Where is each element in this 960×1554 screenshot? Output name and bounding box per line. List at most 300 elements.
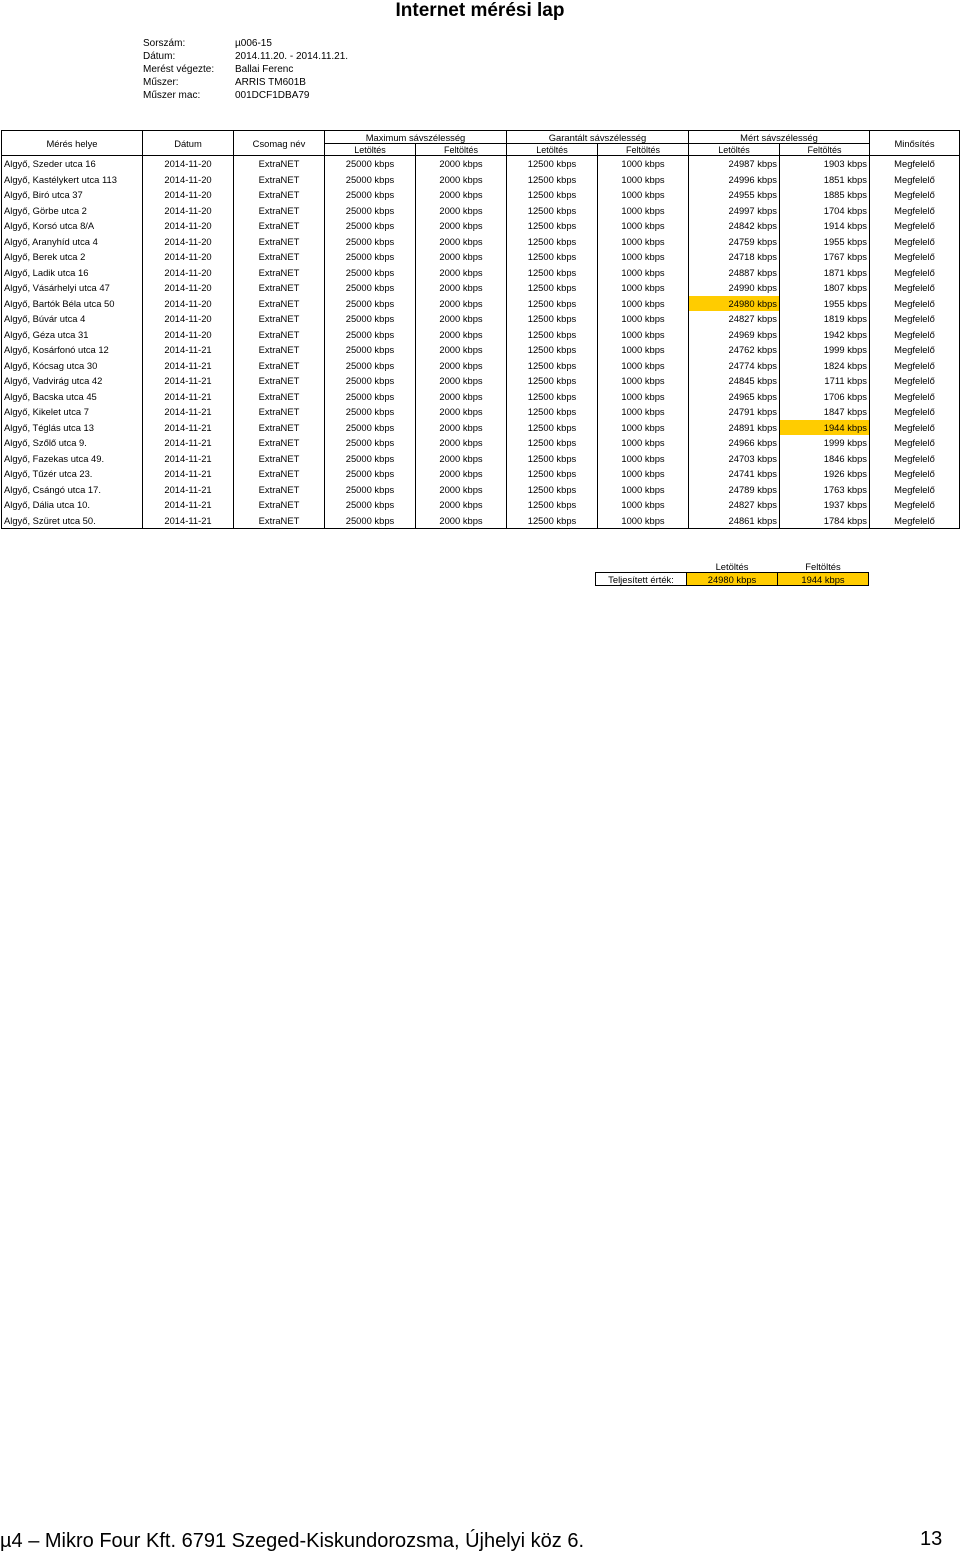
cell-max-up: 2000 kbps bbox=[416, 327, 507, 343]
col-header-package: Csomag név bbox=[234, 131, 325, 156]
cell-max-up: 2000 kbps bbox=[416, 187, 507, 203]
cell-place: Algyő, Szőlő utca 9. bbox=[2, 435, 143, 451]
cell-measured-down: 24987 kbps bbox=[689, 156, 780, 172]
table-row bbox=[2, 513, 960, 529]
cell-package: ExtraNET bbox=[234, 249, 325, 265]
meta-row-date bbox=[143, 50, 348, 63]
cell-max-up: 2000 kbps bbox=[416, 513, 507, 529]
cell-date: 2014-11-21 bbox=[143, 389, 234, 405]
cell-guaranteed-up: 1000 kbps bbox=[598, 389, 689, 405]
cell-max-up: 2000 kbps bbox=[416, 172, 507, 188]
cell-package: ExtraNET bbox=[234, 497, 325, 513]
cell-place: Algyő, Csángó utca 17. bbox=[2, 482, 143, 498]
cell-package: ExtraNET bbox=[234, 234, 325, 250]
cell-max-down: 25000 kbps bbox=[325, 451, 416, 467]
cell-guaranteed-down: 12500 kbps bbox=[507, 389, 598, 405]
cell-rating: Megfelelő bbox=[870, 420, 960, 436]
cell-max-up: 2000 kbps bbox=[416, 404, 507, 420]
cell-guaranteed-down: 12500 kbps bbox=[507, 156, 598, 172]
cell-package: ExtraNET bbox=[234, 218, 325, 234]
cell-max-down: 25000 kbps bbox=[325, 327, 416, 343]
table-row bbox=[2, 373, 960, 389]
cell-package: ExtraNET bbox=[234, 172, 325, 188]
meta-value: µ006-15 bbox=[235, 38, 272, 49]
table-row bbox=[2, 358, 960, 374]
cell-measured-up: 1763 kbps bbox=[780, 482, 870, 498]
meta-value: 001DCF1DBA79 bbox=[235, 90, 310, 101]
cell-measured-down: 24997 kbps bbox=[689, 203, 780, 219]
cell-package: ExtraNET bbox=[234, 451, 325, 467]
cell-rating: Megfelelő bbox=[870, 172, 960, 188]
measurement-meta bbox=[143, 37, 348, 102]
summary-download-label: Letöltés bbox=[715, 561, 749, 572]
cell-package: ExtraNET bbox=[234, 389, 325, 405]
cell-measured-down: 24762 kbps bbox=[689, 342, 780, 358]
cell-package: ExtraNET bbox=[234, 404, 325, 420]
cell-guaranteed-up: 1000 kbps bbox=[598, 466, 689, 482]
summary-table bbox=[595, 561, 869, 586]
cell-measured-down: 24791 kbps bbox=[689, 404, 780, 420]
cell-date: 2014-11-21 bbox=[143, 342, 234, 358]
table-row bbox=[2, 404, 960, 420]
table-row bbox=[2, 482, 960, 498]
cell-place: Algyő, Bartók Béla utca 50 bbox=[2, 296, 143, 312]
cell-measured-up: 1955 kbps bbox=[780, 234, 870, 250]
table-row bbox=[2, 296, 960, 312]
cell-place: Algyő, Kikelet utca 7 bbox=[2, 404, 143, 420]
cell-measured-down: 24966 kbps bbox=[689, 435, 780, 451]
measurement-table bbox=[1, 130, 960, 529]
cell-guaranteed-down: 12500 kbps bbox=[507, 218, 598, 234]
cell-guaranteed-down: 12500 kbps bbox=[507, 327, 598, 343]
cell-package: ExtraNET bbox=[234, 265, 325, 281]
cell-guaranteed-up: 1000 kbps bbox=[598, 296, 689, 312]
cell-measured-down: 24774 kbps bbox=[689, 358, 780, 374]
cell-guaranteed-up: 1000 kbps bbox=[598, 497, 689, 513]
cell-rating: Megfelelő bbox=[870, 497, 960, 513]
cell-rating: Megfelelő bbox=[870, 404, 960, 420]
cell-date: 2014-11-20 bbox=[143, 311, 234, 327]
cell-measured-up: 1926 kbps bbox=[780, 466, 870, 482]
cell-guaranteed-down: 12500 kbps bbox=[507, 296, 598, 312]
cell-max-down: 25000 kbps bbox=[325, 435, 416, 451]
col-header-max-bandwidth: Maximum sávszélesség bbox=[325, 131, 507, 144]
cell-guaranteed-down: 12500 kbps bbox=[507, 466, 598, 482]
col-header-rating: Minősítés bbox=[870, 131, 960, 156]
summary-upload-label: Feltöltés bbox=[805, 561, 841, 572]
cell-measured-down: 24980 kbps bbox=[689, 296, 780, 312]
cell-package: ExtraNET bbox=[234, 466, 325, 482]
meta-label: Dátum: bbox=[143, 51, 176, 62]
cell-measured-down: 24990 kbps bbox=[689, 280, 780, 296]
cell-place: Algyő, Korsó utca 8/A bbox=[2, 218, 143, 234]
cell-max-up: 2000 kbps bbox=[416, 482, 507, 498]
cell-package: ExtraNET bbox=[234, 203, 325, 219]
cell-rating: Megfelelő bbox=[870, 265, 960, 281]
table-row bbox=[2, 451, 960, 467]
cell-max-up: 2000 kbps bbox=[416, 342, 507, 358]
cell-guaranteed-down: 12500 kbps bbox=[507, 404, 598, 420]
cell-measured-down: 24887 kbps bbox=[689, 265, 780, 281]
summary-download-value: 24980 kbps bbox=[687, 573, 778, 586]
table-row bbox=[2, 420, 960, 436]
cell-max-up: 2000 kbps bbox=[416, 234, 507, 250]
cell-place: Algyő, Görbe utca 2 bbox=[2, 203, 143, 219]
cell-guaranteed-up: 1000 kbps bbox=[598, 249, 689, 265]
cell-guaranteed-up: 1000 kbps bbox=[598, 280, 689, 296]
table-row bbox=[2, 280, 960, 296]
cell-rating: Megfelelő bbox=[870, 342, 960, 358]
cell-place: Algyő, Ladik utca 16 bbox=[2, 265, 143, 281]
cell-guaranteed-down: 12500 kbps bbox=[507, 311, 598, 327]
cell-measured-down: 24827 kbps bbox=[689, 311, 780, 327]
cell-date: 2014-11-20 bbox=[143, 265, 234, 281]
table-row bbox=[2, 435, 960, 451]
cell-guaranteed-down: 12500 kbps bbox=[507, 482, 598, 498]
summary-value-row bbox=[596, 573, 869, 586]
cell-measured-up: 1871 kbps bbox=[780, 265, 870, 281]
cell-measured-down: 24845 kbps bbox=[689, 373, 780, 389]
summary-spacer bbox=[596, 561, 687, 573]
cell-guaranteed-up: 1000 kbps bbox=[598, 342, 689, 358]
cell-place: Algyő, Vásárhelyi utca 47 bbox=[2, 280, 143, 296]
cell-max-down: 25000 kbps bbox=[325, 265, 416, 281]
cell-package: ExtraNET bbox=[234, 482, 325, 498]
cell-place: Algyő, Kastélykert utca 113 bbox=[2, 172, 143, 188]
cell-date: 2014-11-20 bbox=[143, 172, 234, 188]
table-row bbox=[2, 218, 960, 234]
cell-max-up: 2000 kbps bbox=[416, 311, 507, 327]
cell-guaranteed-down: 12500 kbps bbox=[507, 435, 598, 451]
cell-guaranteed-up: 1000 kbps bbox=[598, 172, 689, 188]
cell-measured-up: 1903 kbps bbox=[780, 156, 870, 172]
cell-guaranteed-up: 1000 kbps bbox=[598, 187, 689, 203]
cell-max-down: 25000 kbps bbox=[325, 249, 416, 265]
cell-guaranteed-down: 12500 kbps bbox=[507, 203, 598, 219]
cell-date: 2014-11-21 bbox=[143, 482, 234, 498]
cell-guaranteed-up: 1000 kbps bbox=[598, 358, 689, 374]
cell-guaranteed-down: 12500 kbps bbox=[507, 249, 598, 265]
cell-max-up: 2000 kbps bbox=[416, 420, 507, 436]
col-header-guaranteed-bandwidth: Garantált sávszélesség bbox=[507, 131, 689, 144]
table-row bbox=[2, 234, 960, 250]
cell-max-up: 2000 kbps bbox=[416, 156, 507, 172]
cell-place: Algyő, Tűzér utca 23. bbox=[2, 466, 143, 482]
col-header-download: Letöltés bbox=[689, 144, 780, 156]
cell-guaranteed-down: 12500 kbps bbox=[507, 265, 598, 281]
cell-package: ExtraNET bbox=[234, 342, 325, 358]
cell-date: 2014-11-20 bbox=[143, 156, 234, 172]
cell-max-up: 2000 kbps bbox=[416, 296, 507, 312]
cell-date: 2014-11-20 bbox=[143, 218, 234, 234]
cell-measured-down: 24703 kbps bbox=[689, 451, 780, 467]
cell-max-up: 2000 kbps bbox=[416, 451, 507, 467]
cell-max-down: 25000 kbps bbox=[325, 466, 416, 482]
cell-measured-up: 1819 kbps bbox=[780, 311, 870, 327]
cell-max-up: 2000 kbps bbox=[416, 497, 507, 513]
cell-place: Algyő, Kosárfonó utca 12 bbox=[2, 342, 143, 358]
cell-place: Algyő, Berek utca 2 bbox=[2, 249, 143, 265]
cell-guaranteed-up: 1000 kbps bbox=[598, 327, 689, 343]
cell-max-down: 25000 kbps bbox=[325, 311, 416, 327]
cell-package: ExtraNET bbox=[234, 311, 325, 327]
cell-rating: Megfelelő bbox=[870, 187, 960, 203]
cell-measured-up: 1706 kbps bbox=[780, 389, 870, 405]
cell-package: ExtraNET bbox=[234, 373, 325, 389]
cell-rating: Megfelelő bbox=[870, 513, 960, 529]
col-header-download: Letöltés bbox=[507, 144, 598, 156]
cell-guaranteed-up: 1000 kbps bbox=[598, 156, 689, 172]
cell-rating: Megfelelő bbox=[870, 234, 960, 250]
cell-max-up: 2000 kbps bbox=[416, 280, 507, 296]
cell-max-down: 25000 kbps bbox=[325, 218, 416, 234]
cell-package: ExtraNET bbox=[234, 280, 325, 296]
cell-package: ExtraNET bbox=[234, 156, 325, 172]
cell-guaranteed-up: 1000 kbps bbox=[598, 265, 689, 281]
cell-date: 2014-11-21 bbox=[143, 435, 234, 451]
cell-rating: Megfelelő bbox=[870, 451, 960, 467]
meta-row-instrument bbox=[143, 76, 348, 89]
cell-place: Algyő, Biró utca 37 bbox=[2, 187, 143, 203]
cell-place: Algyő, Szeder utca 16 bbox=[2, 156, 143, 172]
cell-guaranteed-up: 1000 kbps bbox=[598, 435, 689, 451]
meta-label: Műszer: bbox=[143, 77, 179, 88]
cell-package: ExtraNET bbox=[234, 513, 325, 529]
cell-date: 2014-11-21 bbox=[143, 513, 234, 529]
cell-place: Algyő, Bacska utca 45 bbox=[2, 389, 143, 405]
cell-max-down: 25000 kbps bbox=[325, 234, 416, 250]
cell-guaranteed-up: 1000 kbps bbox=[598, 311, 689, 327]
cell-date: 2014-11-21 bbox=[143, 497, 234, 513]
table-row bbox=[2, 342, 960, 358]
cell-measured-up: 1942 kbps bbox=[780, 327, 870, 343]
meta-row-serial bbox=[143, 37, 348, 50]
cell-measured-up: 1784 kbps bbox=[780, 513, 870, 529]
cell-rating: Megfelelő bbox=[870, 296, 960, 312]
cell-measured-down: 24965 kbps bbox=[689, 389, 780, 405]
cell-place: Algyő, Kócsag utca 30 bbox=[2, 358, 143, 374]
summary-label: Teljesített érték: bbox=[596, 573, 687, 586]
table-row bbox=[2, 203, 960, 219]
cell-rating: Megfelelő bbox=[870, 373, 960, 389]
cell-date: 2014-11-20 bbox=[143, 203, 234, 219]
cell-max-up: 2000 kbps bbox=[416, 203, 507, 219]
cell-package: ExtraNET bbox=[234, 296, 325, 312]
cell-date: 2014-11-21 bbox=[143, 404, 234, 420]
cell-measured-down: 24827 kbps bbox=[689, 497, 780, 513]
cell-place: Algyő, Vadvirág utca 42 bbox=[2, 373, 143, 389]
cell-measured-up: 1711 kbps bbox=[780, 373, 870, 389]
cell-measured-up: 1767 kbps bbox=[780, 249, 870, 265]
cell-measured-up: 1807 kbps bbox=[780, 280, 870, 296]
cell-max-down: 25000 kbps bbox=[325, 187, 416, 203]
cell-date: 2014-11-20 bbox=[143, 296, 234, 312]
cell-max-up: 2000 kbps bbox=[416, 218, 507, 234]
cell-measured-down: 24955 kbps bbox=[689, 187, 780, 203]
cell-max-up: 2000 kbps bbox=[416, 435, 507, 451]
cell-max-down: 25000 kbps bbox=[325, 296, 416, 312]
cell-max-up: 2000 kbps bbox=[416, 373, 507, 389]
cell-guaranteed-down: 12500 kbps bbox=[507, 420, 598, 436]
cell-guaranteed-up: 1000 kbps bbox=[598, 420, 689, 436]
cell-date: 2014-11-21 bbox=[143, 451, 234, 467]
cell-max-up: 2000 kbps bbox=[416, 265, 507, 281]
cell-rating: Megfelelő bbox=[870, 327, 960, 343]
cell-max-down: 25000 kbps bbox=[325, 482, 416, 498]
meta-label: Műszer mac: bbox=[143, 90, 201, 101]
cell-date: 2014-11-21 bbox=[143, 420, 234, 436]
cell-guaranteed-down: 12500 kbps bbox=[507, 187, 598, 203]
page-title: Internet mérési lap bbox=[395, 0, 565, 21]
cell-place: Algyő, Búvár utca 4 bbox=[2, 311, 143, 327]
cell-date: 2014-11-21 bbox=[143, 373, 234, 389]
table-row bbox=[2, 187, 960, 203]
col-header-upload: Feltöltés bbox=[780, 144, 870, 156]
cell-rating: Megfelelő bbox=[870, 311, 960, 327]
meta-row-mac bbox=[143, 89, 348, 102]
cell-date: 2014-11-21 bbox=[143, 466, 234, 482]
cell-guaranteed-up: 1000 kbps bbox=[598, 404, 689, 420]
cell-measured-down: 24996 kbps bbox=[689, 172, 780, 188]
cell-max-down: 25000 kbps bbox=[325, 404, 416, 420]
cell-rating: Megfelelő bbox=[870, 156, 960, 172]
cell-measured-up: 1846 kbps bbox=[780, 451, 870, 467]
table-row bbox=[2, 389, 960, 405]
cell-guaranteed-up: 1000 kbps bbox=[598, 451, 689, 467]
cell-max-down: 25000 kbps bbox=[325, 342, 416, 358]
cell-guaranteed-down: 12500 kbps bbox=[507, 280, 598, 296]
meta-value: 2014.11.20. - 2014.11.21. bbox=[235, 51, 349, 62]
table-row bbox=[2, 156, 960, 172]
cell-guaranteed-down: 12500 kbps bbox=[507, 451, 598, 467]
cell-guaranteed-up: 1000 kbps bbox=[598, 203, 689, 219]
meta-row-operator bbox=[143, 63, 348, 76]
cell-guaranteed-down: 12500 kbps bbox=[507, 172, 598, 188]
cell-rating: Megfelelő bbox=[870, 482, 960, 498]
meta-label: Sorszám: bbox=[143, 38, 186, 49]
footer-company: µ4 – Mikro Four Kft. 6791 Szeged-Kiskundorozsma, Újhelyi köz 6. bbox=[0, 1530, 585, 1552]
cell-max-down: 25000 kbps bbox=[325, 156, 416, 172]
cell-guaranteed-up: 1000 kbps bbox=[598, 234, 689, 250]
cell-max-down: 25000 kbps bbox=[325, 358, 416, 374]
cell-package: ExtraNET bbox=[234, 327, 325, 343]
cell-place: Algyő, Szüret utca 50. bbox=[2, 513, 143, 529]
cell-package: ExtraNET bbox=[234, 435, 325, 451]
cell-max-down: 25000 kbps bbox=[325, 280, 416, 296]
cell-max-up: 2000 kbps bbox=[416, 358, 507, 374]
table-body bbox=[2, 156, 960, 529]
summary-upload-value: 1944 kbps bbox=[778, 573, 869, 586]
cell-date: 2014-11-20 bbox=[143, 249, 234, 265]
cell-date: 2014-11-20 bbox=[143, 327, 234, 343]
cell-max-down: 25000 kbps bbox=[325, 389, 416, 405]
cell-package: ExtraNET bbox=[234, 420, 325, 436]
cell-measured-up: 1999 kbps bbox=[780, 342, 870, 358]
summary-header-row bbox=[596, 561, 869, 573]
col-header-upload: Feltöltés bbox=[416, 144, 507, 156]
cell-rating: Megfelelő bbox=[870, 389, 960, 405]
cell-rating: Megfelelő bbox=[870, 249, 960, 265]
cell-guaranteed-down: 12500 kbps bbox=[507, 342, 598, 358]
cell-place: Algyő, Géza utca 31 bbox=[2, 327, 143, 343]
cell-max-up: 2000 kbps bbox=[416, 466, 507, 482]
header-row-groups bbox=[2, 131, 960, 144]
cell-guaranteed-up: 1000 kbps bbox=[598, 218, 689, 234]
table-row bbox=[2, 265, 960, 281]
cell-measured-up: 1824 kbps bbox=[780, 358, 870, 374]
cell-guaranteed-down: 12500 kbps bbox=[507, 358, 598, 374]
cell-date: 2014-11-21 bbox=[143, 358, 234, 374]
cell-guaranteed-down: 12500 kbps bbox=[507, 513, 598, 529]
cell-date: 2014-11-20 bbox=[143, 187, 234, 203]
col-header-place: Mérés helye bbox=[2, 131, 143, 156]
cell-max-down: 25000 kbps bbox=[325, 420, 416, 436]
cell-measured-down: 24861 kbps bbox=[689, 513, 780, 529]
meta-label: Merést végezte: bbox=[143, 64, 215, 75]
cell-guaranteed-up: 1000 kbps bbox=[598, 373, 689, 389]
cell-rating: Megfelelő bbox=[870, 203, 960, 219]
cell-measured-up: 1937 kbps bbox=[780, 497, 870, 513]
cell-guaranteed-down: 12500 kbps bbox=[507, 234, 598, 250]
cell-measured-down: 24759 kbps bbox=[689, 234, 780, 250]
cell-max-down: 25000 kbps bbox=[325, 513, 416, 529]
table-row bbox=[2, 249, 960, 265]
cell-measured-down: 24891 kbps bbox=[689, 420, 780, 436]
table-row bbox=[2, 172, 960, 188]
cell-place: Algyő, Fazekas utca 49. bbox=[2, 451, 143, 467]
cell-measured-down: 24741 kbps bbox=[689, 466, 780, 482]
table-row bbox=[2, 466, 960, 482]
cell-measured-up: 1847 kbps bbox=[780, 404, 870, 420]
cell-place: Algyő, Dália utca 10. bbox=[2, 497, 143, 513]
cell-guaranteed-up: 1000 kbps bbox=[598, 513, 689, 529]
cell-date: 2014-11-20 bbox=[143, 280, 234, 296]
table-row bbox=[2, 327, 960, 343]
cell-measured-down: 24842 kbps bbox=[689, 218, 780, 234]
meta-value: Ballai Ferenc bbox=[235, 64, 294, 75]
cell-max-up: 2000 kbps bbox=[416, 249, 507, 265]
cell-place: Algyő, Aranyhíd utca 4 bbox=[2, 234, 143, 250]
cell-guaranteed-up: 1000 kbps bbox=[598, 482, 689, 498]
cell-place: Algyő, Téglás utca 13 bbox=[2, 420, 143, 436]
page-number: 13 bbox=[920, 1528, 943, 1550]
cell-package: ExtraNET bbox=[234, 187, 325, 203]
cell-measured-down: 24969 kbps bbox=[689, 327, 780, 343]
cell-measured-down: 24718 kbps bbox=[689, 249, 780, 265]
col-header-upload: Feltöltés bbox=[598, 144, 689, 156]
cell-measured-up: 1944 kbps bbox=[780, 420, 870, 436]
table-row bbox=[2, 497, 960, 513]
cell-max-down: 25000 kbps bbox=[325, 203, 416, 219]
cell-date: 2014-11-20 bbox=[143, 234, 234, 250]
cell-rating: Megfelelő bbox=[870, 218, 960, 234]
cell-max-down: 25000 kbps bbox=[325, 172, 416, 188]
cell-rating: Megfelelő bbox=[870, 435, 960, 451]
cell-measured-up: 1914 kbps bbox=[780, 218, 870, 234]
cell-measured-up: 1885 kbps bbox=[780, 187, 870, 203]
cell-max-up: 2000 kbps bbox=[416, 389, 507, 405]
cell-measured-up: 1955 kbps bbox=[780, 296, 870, 312]
meta-value: ARRIS TM601B bbox=[235, 77, 306, 88]
table-row bbox=[2, 311, 960, 327]
cell-package: ExtraNET bbox=[234, 358, 325, 374]
col-header-measured-bandwidth: Mért sávszélesség bbox=[689, 131, 870, 144]
col-header-date: Dátum bbox=[143, 131, 234, 156]
cell-measured-down: 24789 kbps bbox=[689, 482, 780, 498]
col-header-download: Letöltés bbox=[325, 144, 416, 156]
cell-guaranteed-down: 12500 kbps bbox=[507, 497, 598, 513]
cell-guaranteed-down: 12500 kbps bbox=[507, 373, 598, 389]
